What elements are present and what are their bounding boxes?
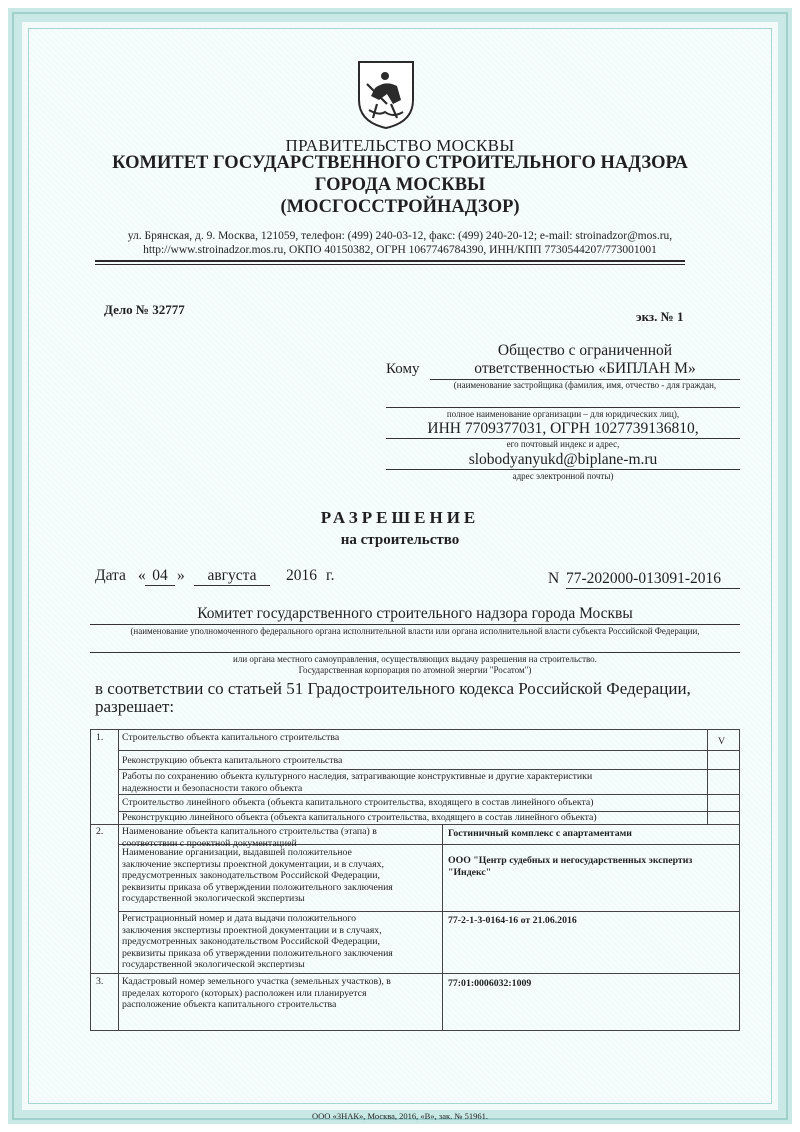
recipient-inn: ИНН 7709377031, ОГРН 1027739136810, xyxy=(427,420,699,437)
case-number: Дело № 32777 xyxy=(104,302,185,317)
row-1-number: 1. xyxy=(96,732,104,743)
committee-line-2: ГОРОДА МОСКВЫ xyxy=(314,175,486,195)
row-3-cadastral-label xyxy=(122,976,391,1011)
government-title: ПРАВИТЕЛЬСТВО МОСКВЫ xyxy=(285,136,515,155)
date-label: Дата xyxy=(95,567,126,584)
date-month-underline xyxy=(194,585,270,586)
row-1-option-reconstruction: Реконструкцию объекта капитального строительства xyxy=(122,755,343,766)
date-day: 04 xyxy=(152,567,168,584)
row-2-expert-org-value-line-1: ООО "Центр судебных и негосударственных экспертиз xyxy=(448,855,693,866)
permit-table xyxy=(90,729,740,1031)
row-1-option-heritage-line-1: Работы по сохранению объекта культурного наследия, затрагивающие конструктивные и другие характеристики xyxy=(122,771,593,782)
committee-title xyxy=(0,152,800,218)
document-title: РАЗРЕШЕНИЕ xyxy=(320,508,480,527)
date-year-suffix: г. xyxy=(326,567,335,584)
row-2-expert-org-value xyxy=(448,855,692,878)
recipient-name-line-2: ответственностью «БИПЛАН М» xyxy=(474,360,696,377)
row-1-option-linear-construction: Строительство линейного объекта (объекта капитального строительства, входящего в состав линейного объекта) xyxy=(122,797,594,808)
recipient-name xyxy=(430,342,740,378)
row-3-cadastral-label-line-1: Кадастровый номер земельного участка (земельных участков), в xyxy=(122,976,391,987)
row-3-cadastral-value: 77:01:0006032:1009 xyxy=(448,978,532,989)
issuer-caption-2: или органа местного самоуправления, осуществляющих выдачу разрешения на строительство. xyxy=(233,654,597,664)
recipient-email-underline xyxy=(386,469,740,470)
committee-line-1: КОМИТЕТ ГОСУДАРСТВЕННОГО СТРОИТЕЛЬНОГО НАДЗОРА xyxy=(112,153,688,173)
row-3-number: 3. xyxy=(96,976,104,987)
row-2-registration-label-line-2: заключения экспертизы проектной документации и в случаях, xyxy=(122,924,382,936)
row-1-checkmark: V xyxy=(718,736,726,747)
row-3-cadastral-label-line-2: пределах которого (которых) расположен или планируется xyxy=(122,987,367,999)
date-day-underline xyxy=(145,585,175,586)
row-2-registration-label-line-4: реквизиты приказа об утверждении положительного заключения xyxy=(122,947,393,959)
row-1-option-heritage xyxy=(122,771,592,794)
issuer-name: Комитет государственного строительного надзора города Москвы xyxy=(197,605,633,622)
recipient-caption-4: адрес электронной почты) xyxy=(512,471,614,481)
row-2-expert-org-value-line-2: "Индекс" xyxy=(448,866,492,878)
address-line-2: http://www.stroinadzor.mos.ru, ОКПО 40150382, ОГРН 1067746784390, ИНН/КПП 7730544207/773001001 xyxy=(143,244,657,256)
header-rule xyxy=(95,260,685,262)
row-2-registration-label-line-5: государственной экологической экспертизы xyxy=(122,959,305,970)
date-quote-close: » xyxy=(177,567,185,584)
document-subtitle: на строительство xyxy=(340,532,460,548)
row-2-expert-org-label xyxy=(122,847,393,905)
row-2-registration-value: 77-2-1-3-0164-16 от 21.06.2016 xyxy=(448,915,577,926)
moscow-coat-of-arms-icon xyxy=(357,60,415,130)
date-month: августа xyxy=(207,567,257,584)
copy-number: экз. № 1 xyxy=(636,309,684,324)
row-1-option-construction: Строительство объекта капитального строительства xyxy=(122,732,340,743)
committee-line-3: (МОСГОССТРОЙНАДЗОР) xyxy=(280,197,520,217)
recipient-email: slobodyanyukd@biplane-m.ru xyxy=(468,451,658,468)
printer-footer: ООО «ЗНАК», Москва, 2016, «В», зак. № 51961. xyxy=(312,1111,488,1121)
row-2-number: 2. xyxy=(96,826,104,837)
row-2-expert-org-label-line-3: предусмотренных законодательством Российской Федерации, xyxy=(122,870,380,881)
row-2-object-label xyxy=(122,826,377,849)
header-rule-thin xyxy=(95,264,685,265)
permit-number: 77-202000-013091-2016 xyxy=(566,570,721,587)
row-2-expert-org-label-line-1: Наименование организации, выдавшей положительное xyxy=(122,847,352,858)
row-2-registration-label xyxy=(122,913,393,971)
row-1-option-linear-reconstruction: Реконструкцию линейного объекта (объекта капитального строительства, входящего в состав линейного объекта) xyxy=(122,812,597,823)
row-2-object-label-line-1: Наименование объекта капитального строительства (этапа) в xyxy=(122,826,377,837)
row-2-expert-org-label-line-4: реквизиты приказа об утверждении положительного заключения xyxy=(122,881,393,893)
date-quote-open: « xyxy=(138,567,146,584)
basis-line-2: разрешает: xyxy=(95,697,175,716)
issuer-caption-1: (наименование уполномоченного федерального органа исполнительной власти или органа исполнительной власти субъекта Российской Федерации, xyxy=(130,626,700,636)
committee-address xyxy=(100,229,700,257)
row-3-cadastral-label-line-3: расположение объекта капитального строительства xyxy=(122,999,337,1010)
row-2-object-label-line-2: соответствии с проектной документацией xyxy=(122,837,297,849)
issuer-underline xyxy=(90,624,740,625)
row-2-expert-org-label-line-5: государственной экологической экспертизы xyxy=(122,893,305,904)
row-2-object-value: Гостиничный комплекс с апартаментами xyxy=(448,828,632,839)
recipient-blank-line xyxy=(386,407,740,408)
recipient-caption-1: (наименование застройщика (фамилия, имя, отчество - для граждан, xyxy=(453,380,717,390)
row-2-registration-label-line-1: Регистрационный номер и дата выдачи положительного xyxy=(122,913,357,924)
row-2-expert-org-label-line-2: заключение экспертизы проектной документации, и в случаях, xyxy=(122,858,384,870)
permit-number-label: N xyxy=(548,570,560,587)
recipient-label: Кому xyxy=(386,361,420,377)
address-line-1: ул. Брянская, д. 9. Москва, 121059, телефон: (499) 240-03-12, факс: (499) 240-20-12; e-mail: stroinadzor@mos.ru, xyxy=(127,230,673,242)
recipient-name-line-1: Общество с ограниченной xyxy=(497,342,673,359)
row-2-registration-label-line-3: предусмотренных законодательством Российской Федерации, xyxy=(122,936,380,947)
basis-line-1: в соответствии со статьей 51 Градостроительного кодекса Российской Федерации, xyxy=(95,679,691,698)
issuer-blank-line xyxy=(90,652,740,653)
row-1-option-heritage-line-2: надежности и безопасности такого объекта xyxy=(122,782,303,794)
issuer-caption-3: Государственная корпорация по атомной энергии "Росатом") xyxy=(298,665,532,675)
recipient-caption-2: полное наименование организации – для юридических лиц), xyxy=(446,409,680,419)
recipient-caption-3: его почтовый индекс и адрес, xyxy=(506,439,620,449)
date-year: 2016 xyxy=(286,567,317,584)
permit-number-underline xyxy=(566,588,740,589)
